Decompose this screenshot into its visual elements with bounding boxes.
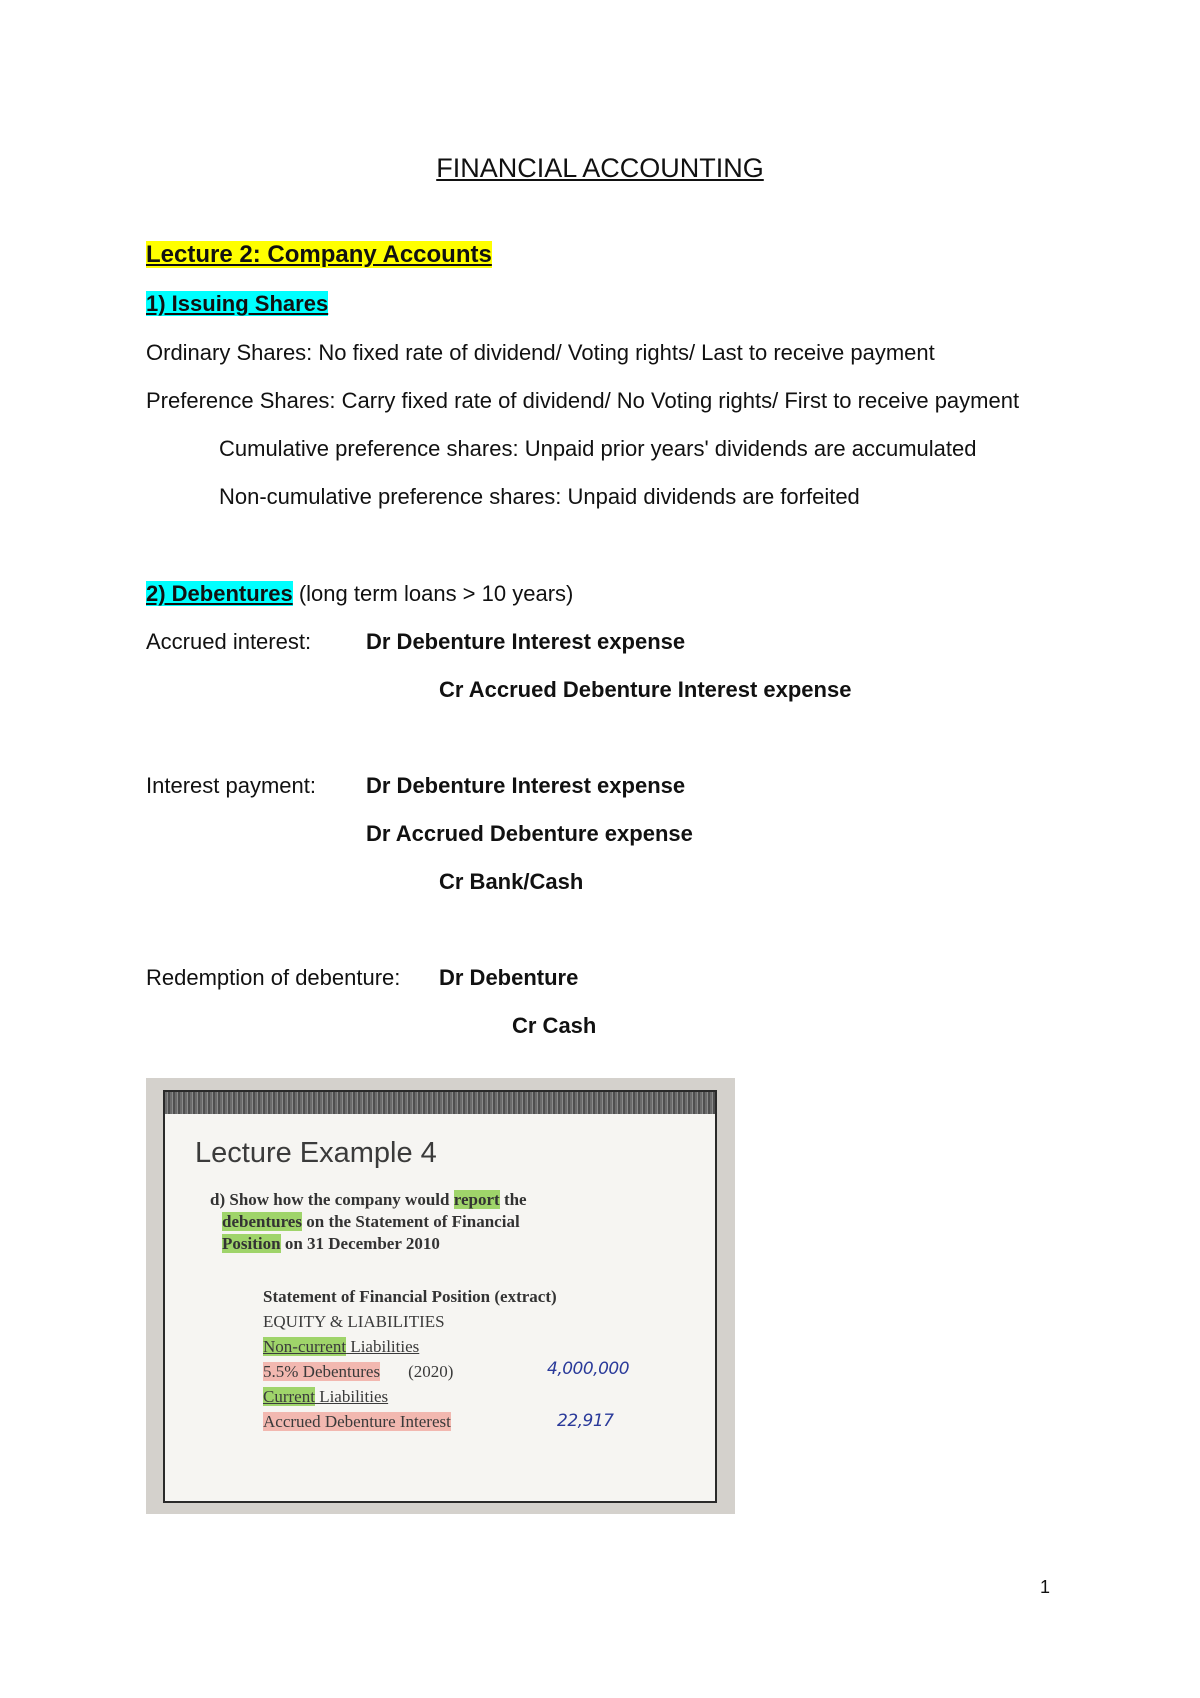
slide-question-line-1 xyxy=(210,1189,527,1211)
section-1-heading xyxy=(146,290,328,318)
question-after-report: the xyxy=(499,1190,527,1209)
question-position: Position xyxy=(222,1234,281,1253)
debentures-item: 5.5% Debentures xyxy=(263,1362,381,1381)
interest-payment-label: Interest payment: xyxy=(146,773,316,798)
section-1-heading-text: 1) Issuing Shares xyxy=(146,291,329,316)
lecture-heading-text: Lecture 2: Company Accounts xyxy=(146,241,492,268)
accrued-interest-credit: Cr Accrued Debenture Interest expense xyxy=(439,677,852,702)
sofp-current-liabilities xyxy=(263,1384,557,1409)
sofp-debentures-row xyxy=(263,1359,557,1384)
lecture-heading xyxy=(146,240,492,270)
question-prefix: d) Show how the company would xyxy=(210,1190,454,1209)
accrued-item: Accrued Debenture Interest xyxy=(263,1412,451,1431)
section-2-heading-note: (long term loans > 10 years) xyxy=(292,581,574,606)
page-number: 1 xyxy=(1040,1577,1051,1597)
current-rest: Liabilities xyxy=(314,1387,389,1406)
slide-question xyxy=(210,1189,527,1255)
question-report: report xyxy=(453,1190,500,1209)
section-2-heading xyxy=(146,580,573,608)
redemption-label: Redemption of debenture: xyxy=(146,965,401,990)
document-title: FINANCIAL ACCOUNTING xyxy=(436,153,764,183)
section-2-heading-text: 2) Debentures xyxy=(146,581,293,606)
accrued-interest-debit: Dr Debenture Interest expense xyxy=(366,629,686,654)
slide-question-line-2 xyxy=(210,1211,527,1233)
ordinary-shares-line: Ordinary Shares: No fixed rate of dividend/ Voting rights/ Last to receive payment xyxy=(146,340,935,365)
accrued-interest-label: Accrued interest: xyxy=(146,629,312,654)
slide-title: Lecture Example 4 xyxy=(195,1137,437,1169)
handwritten-debenture-value: 4,000,000 xyxy=(547,1359,630,1379)
slide-question-line-3 xyxy=(210,1233,527,1255)
slide-sofp-extract xyxy=(263,1284,557,1434)
non-cumulative-shares-line: Non-cumulative preference shares: Unpaid dividends are forfeited xyxy=(219,484,860,509)
preference-shares-line: Preference Shares: Carry fixed rate of dividend/ No Voting rights/ First to receive payment xyxy=(146,388,1020,413)
question-debentures: debentures xyxy=(222,1212,302,1231)
sofp-equity-liabilities: EQUITY & LIABILITIES xyxy=(263,1312,445,1331)
slide-frame xyxy=(163,1090,717,1503)
debentures-year: (2020) xyxy=(408,1362,454,1381)
lecture-slide-photo xyxy=(146,1078,735,1514)
interest-payment-credit: Cr Bank/Cash xyxy=(439,869,584,894)
slide-scan-bar xyxy=(165,1092,715,1114)
interest-payment-debit-1: Dr Debenture Interest expense xyxy=(366,773,686,798)
question-after-debentures: on the Statement of Financial xyxy=(301,1212,520,1231)
sofp-accrued-row xyxy=(263,1409,557,1434)
question-after-position: on 31 December 2010 xyxy=(280,1234,440,1253)
redemption-credit: Cr Cash xyxy=(512,1013,597,1038)
noncurrent-rest: Liabilities xyxy=(346,1337,420,1356)
noncurrent-highlight: Non-current xyxy=(263,1337,347,1356)
current-highlight: Current xyxy=(263,1387,315,1406)
sofp-noncurrent-liabilities xyxy=(263,1334,557,1359)
handwritten-accrued-value: 22,917 xyxy=(557,1411,614,1431)
redemption-debit: Dr Debenture xyxy=(439,965,579,990)
sofp-heading: Statement of Financial Position (extract) xyxy=(263,1287,557,1306)
cumulative-shares-line: Cumulative preference shares: Unpaid prior years' dividends are accumulated xyxy=(219,436,977,461)
interest-payment-debit-2: Dr Accrued Debenture expense xyxy=(366,821,693,846)
